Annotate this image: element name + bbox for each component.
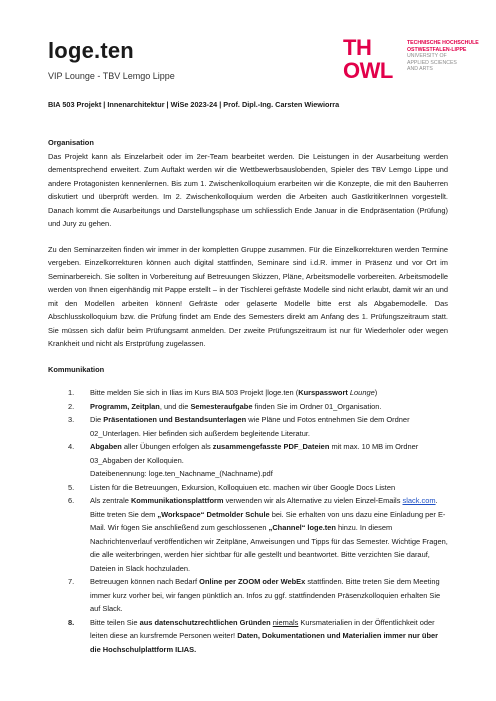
project-title: loge.ten	[48, 38, 134, 63]
item-text-bold: Semesteraufgabe	[190, 401, 253, 411]
item-text: )	[374, 388, 378, 397]
list-number: 6.	[68, 496, 75, 505]
list-number: 8.	[68, 617, 75, 627]
logo-line: OSTWESTFALEN-LIPPE	[407, 46, 467, 53]
th-owl-logo	[343, 35, 479, 85]
item-text-bold: „Channel“ loge.ten	[268, 523, 336, 532]
item-text-bold: Daten, Dokumentationen und Materialien immer nur über die Hochschulplattform ILIAS.	[90, 631, 439, 654]
list-item	[48, 413, 448, 440]
logo-line-light: UNIVERSITY OF	[407, 53, 447, 60]
list-number: 1.	[68, 388, 75, 397]
organisation-paragraph-1: Das Projekt kann als Einzelarbeit oder im 2er-Team bearbeitet werden. Die Leistungen in der Ausarbeitung werden dementsprechend erweitert. Zum Auftakt werden wir die Wettbewerbsauslobenden, Spieler des TBV Lemgo Lippe und andere Protagonisten kennenlernen. Bis zum 1. Zwischenkolloquium erarbeiten wir die Konzepte, die mit den Bauherren diskutiert und überprüft werden. Im 2. Zwischenkolloquium werden die Arbeiten auch GastkritikerInnen vorgestellt. Danach kommt die Ausarbeitungs und Darstellungsphase um schliesslich Ende Januar in die Endpräsentation (Prüfung) und Jury zu gehen.	[48, 151, 448, 228]
item-text: stattfinden. Bitte treten Sie dem Meeting immer kurz vorher bei, wir fangen pünktlich an. Infos zu ggf. stattfindenden Präsenzkolloquien erhalten Sie auf Slack.	[90, 577, 441, 613]
logo-letters-row2: OWL	[343, 58, 393, 83]
logo-line: TECHNISCHE HOCHSCHULE	[407, 40, 479, 46]
logo-line-light: AND ARTS	[407, 66, 433, 73]
item-text: . Bitte treten Sie dem	[90, 496, 438, 519]
list-item	[48, 386, 448, 400]
list-number: 7.	[68, 577, 75, 586]
list-item	[48, 616, 448, 657]
item-text: finden Sie im Ordner 01_Organisation.	[252, 401, 382, 411]
item-text: wie Pläne und Fotos entnehmen Sie dem Ordner 02_Unterlagen. Hier befinden sich außerdem begleitende Literatur.	[90, 415, 410, 438]
list-item	[48, 481, 448, 495]
project-subtitle: VIP Lounge - TBV Lemgo Lippe	[48, 71, 175, 81]
file-naming-rule: Dateibenennung: loge.ten_Nachname_(Nachname).pdf	[90, 469, 273, 478]
section-heading-kommunikation: Kommunikation	[48, 364, 105, 374]
item-text-bold: Programm, Zeitplan	[90, 401, 160, 411]
item-text: Die	[90, 415, 104, 424]
item-text-bold: Kurspasswort	[298, 388, 348, 397]
section-heading-organisation: Organisation	[48, 138, 94, 147]
item-text: mit max. 10 MB im Ordner 03_Abgaben der Kolloquien.	[90, 442, 419, 465]
item-text: Betreuugen können nach Bedarf	[90, 577, 200, 586]
list-number: 4.	[68, 442, 75, 451]
item-text: Listen für die Betreuungen, Exkursion, Kolloquiuen etc. machen wir über Google Docs Listen	[90, 482, 396, 492]
item-text: bei. Sie erhalten von uns dazu eine Einladung per E-Mail. Wir fügen Sie anschließend zum geschlossenen	[90, 509, 446, 532]
list-item	[48, 440, 448, 481]
item-text: , und die	[159, 401, 191, 411]
list-item	[48, 575, 448, 616]
item-text: Als zentrale	[90, 496, 131, 505]
item-text: aller Übungen erfolgen als	[121, 442, 213, 451]
item-text: verwenden wir als Alternative zu vielen Einzel-Emails	[223, 496, 403, 505]
organisation-paragraph-2: Zu den Seminarzeiten finden wir immer in der kompletten Gruppe zusammen. Für die Einzelkorrekturen werden Termine vergeben. Einzelkorrekturen können auch digital stattfinden, Seminare sind i.d.R. immer in Präsenz und vor Ort im Seminarbereich. Sie sollten in Vorbereitung auf Betreuungen Skizzen, Pläne, Arbeitsmodelle vorbereiten. Arbeitsmodelle werden von Ihnen eigenhändig mit Pappe erstellt – in der Tischlerei gefräste Modelle sind nicht erlaubt, damit wir an und mit den Modellen arbeiten können! Gefräste oder gelaserte Modelle bitte erst als Abgabemodelle. Das Abschlusskolloquium bzw. die Prüfung findet am Ende des Semesters direkt am Anfang des 1. Prüfungszeitraum statt. Sie müssen sich dafür beim Prüfungsamt anmelden. Der zweite Prüfungszeitraum ist nur für Wiederholer oder wegen Krankheit und nicht als Erstprüfung zugelassen.	[48, 244, 448, 348]
document-body	[48, 136, 448, 656]
logo-text	[407, 40, 479, 73]
item-text-bold: Abgaben	[90, 442, 122, 451]
item-text-bold: Kommunikationsplattform	[130, 496, 224, 505]
logo-letters-row1: TH	[343, 35, 372, 60]
slack-link[interactable]: slack.com	[402, 496, 436, 505]
logo-letters	[343, 37, 405, 85]
list-number: 5.	[68, 482, 75, 492]
course-password: Lounge	[349, 388, 375, 397]
item-text-bold: aus datenschutzrechtlichen Gründen	[139, 617, 271, 627]
course-meta: BIA 503 Projekt | Innenarchitektur | WiSe 2023-24 | Prof. Dipl.-Ing. Carsten Wiewiorra	[48, 100, 340, 109]
list-number: 2.	[68, 401, 75, 411]
item-text: Bitte melden Sie sich in Ilias im Kurs BIA 503 Projekt |loge.ten (	[90, 388, 299, 397]
item-text: Bitte teilen Sie	[90, 617, 140, 627]
item-text-bold: zusammengefasste PDF_Dateien	[212, 442, 330, 451]
item-text: hinzu. In diesem Nachrichtenverlauf veröffentlichen wir Zeitpläne, Anweisungen und Tipps für das Semester. Wichtige Fragen, die alle weiterbringen, werden hier sichtbar für alle gestellt und beantwortet. Bitte verzichten Sie darauf, Dateien in Slack hochzuladen.	[90, 523, 448, 573]
item-text: Kursmaterialien in der Öffentlichkeit oder leiten diese an kursfremde Personen weiter!	[90, 617, 435, 640]
logo-line-light: APPLIED SCIENCES	[407, 59, 457, 66]
kommunikation-list	[48, 386, 448, 656]
list-item	[48, 400, 448, 414]
item-text-bold: „Workspace“ Detmolder Schule	[157, 509, 270, 519]
item-text-underlined: niemals	[272, 617, 299, 627]
list-item	[48, 494, 448, 575]
list-number: 3.	[68, 415, 75, 424]
item-text-bold: Online per ZOOM oder WebEx	[199, 577, 306, 586]
item-text-bold: Präsentationen und Bestandsunterlagen	[103, 415, 247, 424]
